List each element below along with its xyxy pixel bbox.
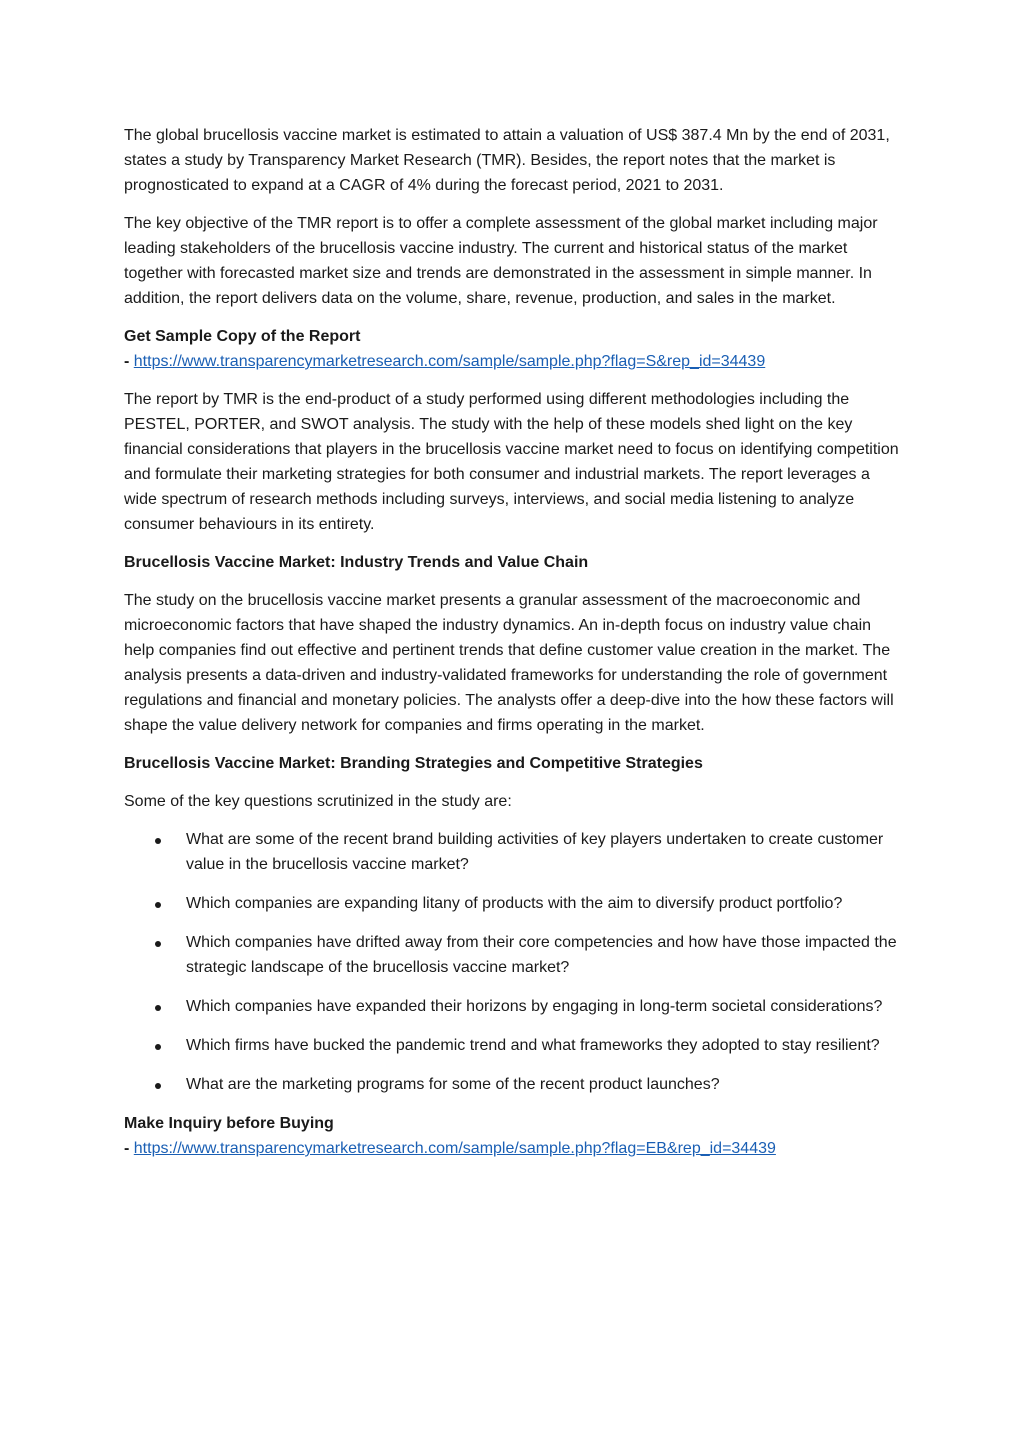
question-text: Which firms have bucked the pandemic trend and what frameworks they adopted to stay resilient? <box>186 1037 880 1054</box>
question-text: Which companies are expanding litany of products with the aim to diversify product portfolio? <box>186 895 843 912</box>
inquiry-block <box>124 1111 904 1161</box>
methodology-paragraph: The report by TMR is the end-product of a study performed using different methodologies including the PESTEL, PORTER, and SWOT analysis. The study with the help of these models shed light on the key financial considerations that players in the brucellosis vaccine market need to focus on identifying competition and formulate their marketing strategies for both consumer and industrial markets. The report leverages a wide spectrum of research methods including surveys, interviews, and social media listening to analyze consumer behaviours in its entirety. <box>124 391 899 533</box>
questions-intro: Some of the key questions scrutinized in the study are: <box>124 793 512 810</box>
link-dash: - <box>124 353 130 370</box>
question-text: What are the marketing programs for some of the recent product launches? <box>186 1076 720 1093</box>
sample-heading: Get Sample Copy of the Report <box>124 328 361 345</box>
bullet-icon <box>155 1005 161 1011</box>
question-text: Which companies have drifted away from their core competencies and how have those impacted the strategic landscape of the brucellosis vaccine market? <box>186 934 897 976</box>
bullet-icon <box>155 1083 161 1089</box>
inquiry-link-line <box>124 1136 904 1161</box>
questions-list <box>124 827 904 1097</box>
intro-paragraph: The global brucellosis vaccine market is estimated to attain a valuation of US$ 387.4 Mn by the end of 2031, states a study by Transparency Market Research (TMR). Besides, the report notes that the market is prognosticated to expand at a CAGR of 4% during the forecast period, 2021 to 2031. <box>124 127 890 194</box>
question-text: What are some of the recent brand building activities of key players undertaken to create customer value in the brucellosis vaccine market? <box>186 831 884 873</box>
list-item <box>124 994 904 1019</box>
bullet-icon <box>155 1044 161 1050</box>
inquiry-heading: Make Inquiry before Buying <box>124 1115 334 1132</box>
sample-link[interactable]: https://www.transparencymarketresearch.com/sample/sample.php?flag=S&rep_id=34439 <box>133 353 766 370</box>
sample-link-line <box>124 349 904 374</box>
bullet-icon <box>155 902 161 908</box>
bullet-icon <box>155 941 161 947</box>
list-item <box>124 827 904 877</box>
list-item <box>124 1072 904 1097</box>
inquiry-link[interactable]: https://www.transparencymarketresearch.com/sample/sample.php?flag=EB&rep_id=34439 <box>133 1140 776 1157</box>
list-item <box>124 891 904 916</box>
trends-heading: Brucellosis Vaccine Market: Industry Trends and Value Chain <box>124 554 589 571</box>
list-item <box>124 930 904 980</box>
branding-heading: Brucellosis Vaccine Market: Branding Strategies and Competitive Strategies <box>124 755 703 772</box>
document-page <box>124 123 904 1174</box>
sample-request-block <box>124 324 904 374</box>
link-dash: - <box>124 1140 130 1157</box>
list-item <box>124 1033 904 1058</box>
value-chain-paragraph: The study on the brucellosis vaccine market presents a granular assessment of the macroeconomic and microeconomic factors that have shaped the industry dynamics. An in-depth focus on industry value chain help companies find out effective and pertinent trends that define customer value creation in the market. The analysis presents a data-driven and industry-validated frameworks for understanding the role of government regulations and financial and monetary policies. The analysts offer a deep-dive into the how these factors will shape the value delivery network for companies and firms operating in the market. <box>124 592 894 734</box>
question-text: Which companies have expanded their horizons by engaging in long-term societal considerations? <box>186 998 883 1015</box>
objective-paragraph: The key objective of the TMR report is to offer a complete assessment of the global market including major leading stakeholders of the brucellosis vaccine industry. The current and historical status of the market together with forecasted market size and trends are demonstrated in the assessment in simple manner. In addition, the report delivers data on the volume, share, revenue, production, and sales in the market. <box>124 215 878 307</box>
bullet-icon <box>155 838 161 844</box>
